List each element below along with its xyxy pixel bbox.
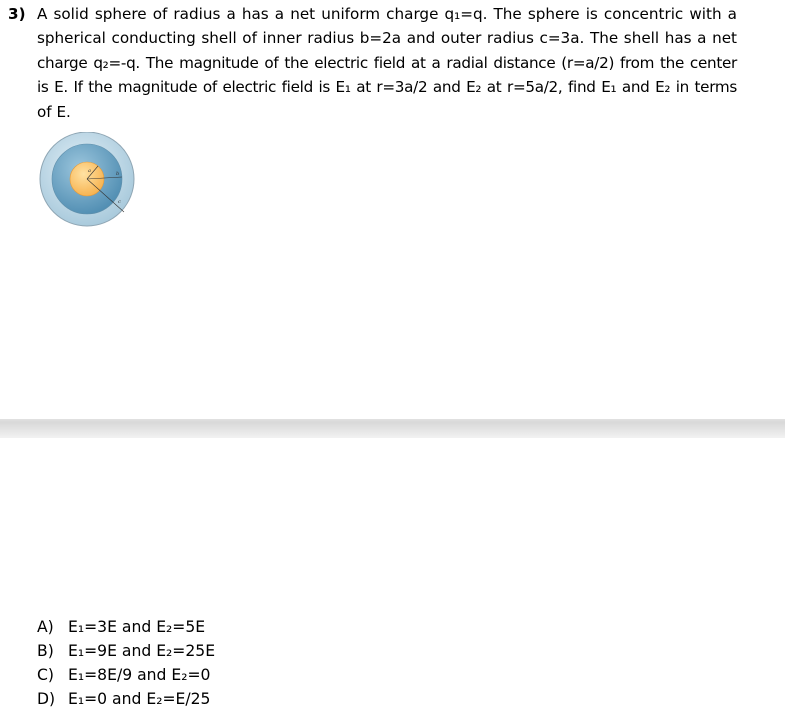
answer-option-c[interactable] <box>37 663 215 687</box>
label-c: c <box>118 199 121 205</box>
question-number: 3) <box>8 5 26 23</box>
option-text: E₁=3E and E₂=5E <box>68 618 206 636</box>
section-divider <box>0 419 785 438</box>
answer-choices <box>37 615 215 711</box>
answer-option-d[interactable] <box>37 687 215 711</box>
question-line-3: charge q₂=-q. The magnitude of the electric field at a radial distance (r=a/2) from the center <box>37 53 737 72</box>
label-a: a <box>88 168 91 174</box>
option-text: E₁=8E/9 and E₂=0 <box>68 666 211 684</box>
question-line-1: A solid sphere of radius a has a net uniform charge q₁=q. The sphere is concentric with a <box>37 5 737 23</box>
question-line-5: of E. <box>37 102 71 121</box>
answer-option-b[interactable] <box>37 639 215 663</box>
answer-option-a[interactable] <box>37 615 215 639</box>
option-letter: D) <box>37 690 56 708</box>
question-line-4: is E. If the magnitude of electric field is E₁ at r=3a/2 and E₂ at r=5a/2, find E₁ and E₂ in terms <box>37 78 737 97</box>
question-text <box>37 2 737 124</box>
option-letter: A) <box>37 618 54 636</box>
option-text: E₁=9E and E₂=25E <box>68 642 216 660</box>
option-letter: B) <box>37 642 54 660</box>
option-text: E₁=0 and E₂=E/25 <box>68 690 211 708</box>
sphere-shell-figure <box>38 132 138 228</box>
option-letter: C) <box>37 666 54 684</box>
label-b: b <box>116 171 120 177</box>
question-line-2: spherical conducting shell of inner radius b=2a and outer radius c=3a. The shell has a net <box>37 29 737 48</box>
